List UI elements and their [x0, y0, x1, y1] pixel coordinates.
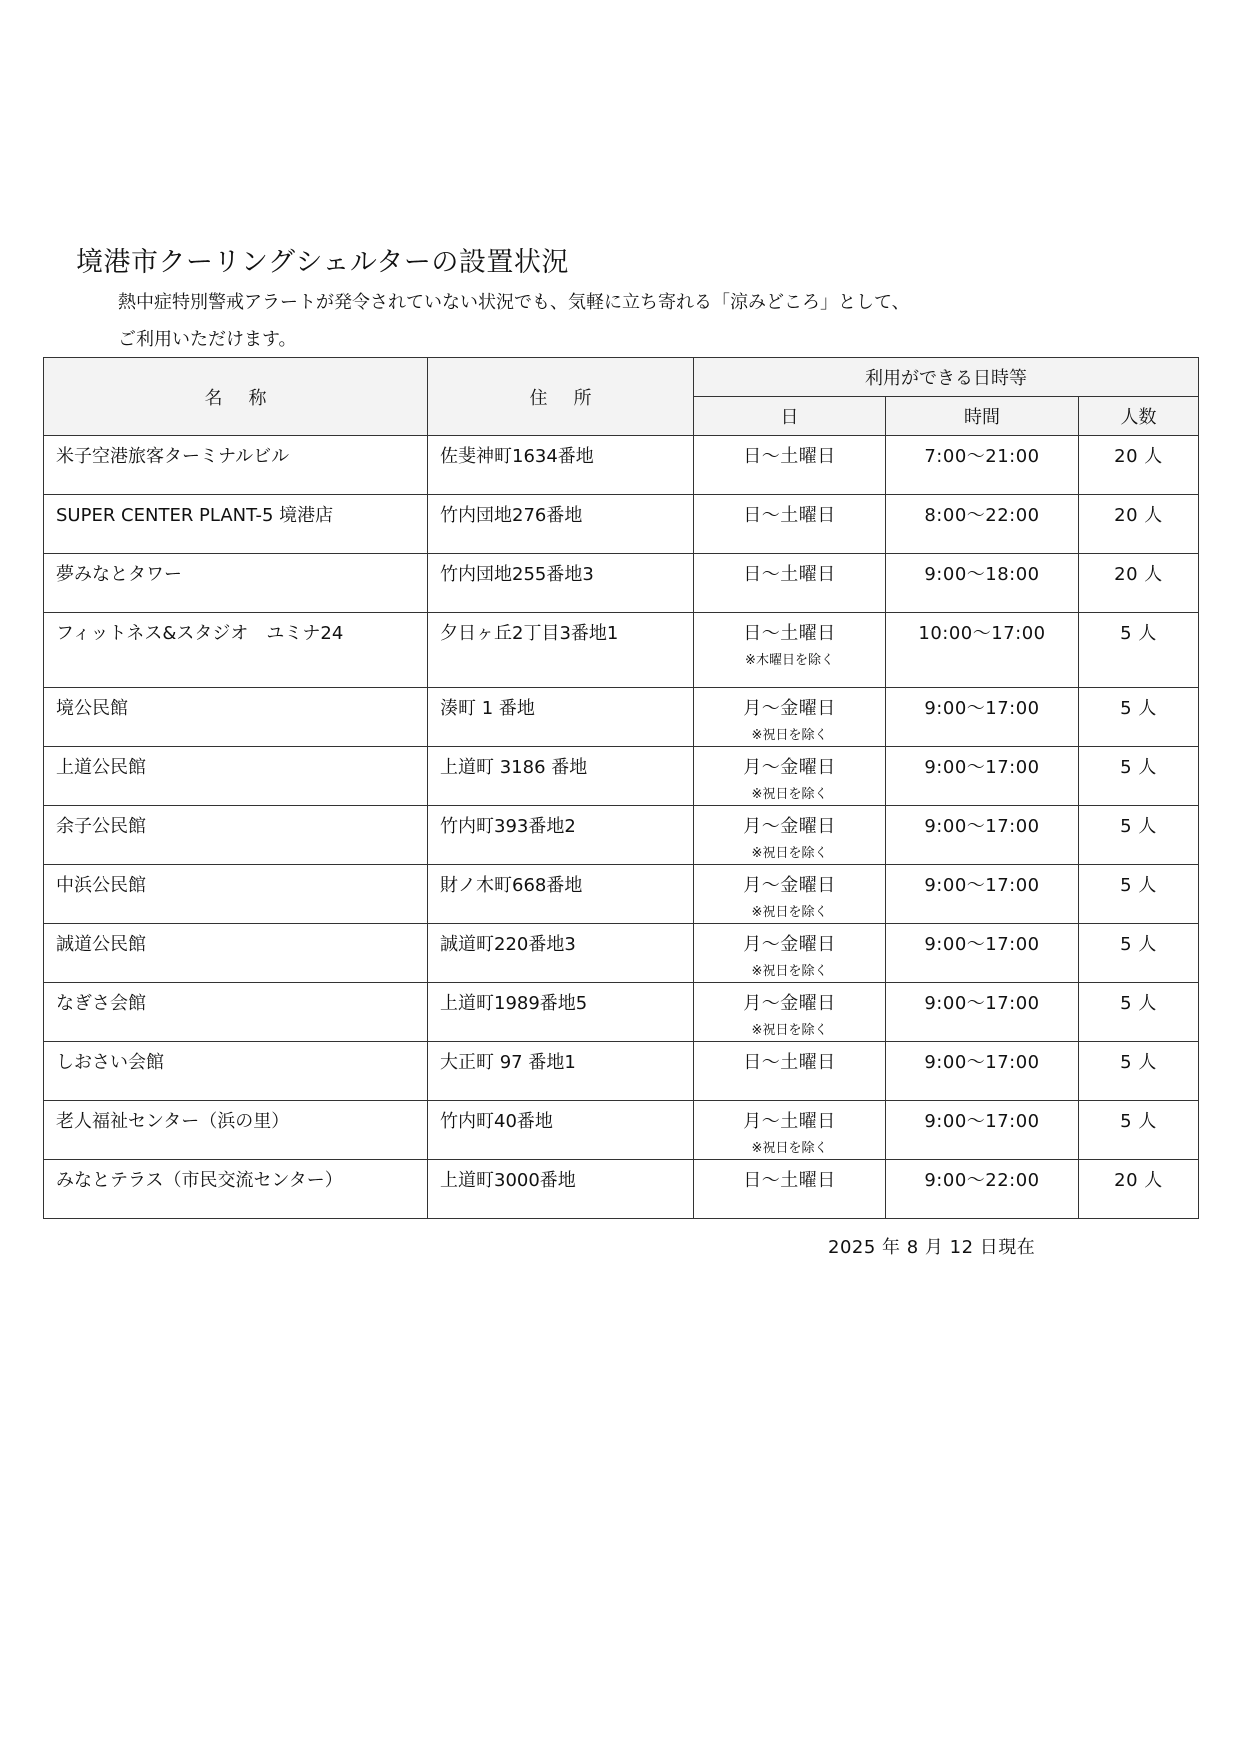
shelter-capacity-value: 5 人 — [1120, 934, 1157, 955]
shelter-capacity-value: 5 人 — [1120, 816, 1157, 837]
table-row — [44, 806, 1199, 865]
shelter-days-label: 月～金曜日 — [743, 757, 836, 778]
shelter-days-label: 月～金曜日 — [743, 934, 836, 955]
header-usage-group: 利用ができる日時等 — [694, 358, 1199, 397]
shelter-days-note: ※祝日を除く — [751, 905, 828, 920]
page-title: 境港市クーリングシェルターの設置状況 — [76, 247, 569, 279]
shelter-address: 佐斐神町1634番地 — [428, 436, 694, 495]
shelter-hours-value: 9:00～17:00 — [924, 993, 1040, 1014]
shelter-days-label: 月～金曜日 — [743, 816, 836, 837]
shelter-capacity-value: 20 人 — [1114, 1170, 1163, 1191]
shelter-capacity-value: 5 人 — [1120, 993, 1157, 1014]
shelter-days-note: ※祝日を除く — [751, 1141, 828, 1156]
shelter-days-label: 月～金曜日 — [743, 993, 836, 1014]
shelter-hours — [886, 495, 1079, 554]
shelter-days-label: 日～土曜日 — [743, 1052, 836, 1073]
shelter-capacity — [1079, 1160, 1199, 1219]
shelter-address: 竹内町40番地 — [428, 1101, 694, 1160]
table-row — [44, 436, 1199, 495]
shelter-capacity — [1079, 436, 1199, 495]
shelter-hours-value: 9:00～17:00 — [924, 1111, 1040, 1132]
shelter-hours — [886, 554, 1079, 613]
shelter-hours — [886, 865, 1079, 924]
shelter-capacity — [1079, 495, 1199, 554]
shelter-capacity — [1079, 806, 1199, 865]
shelter-hours — [886, 1160, 1079, 1219]
shelter-table — [43, 357, 1199, 1219]
shelter-address: 大正町 97 番地1 — [428, 1042, 694, 1101]
intro-line-2: ご利用いただけます。 — [118, 329, 297, 350]
shelter-capacity — [1079, 688, 1199, 747]
shelter-days-label: 日～土曜日 — [743, 505, 836, 526]
shelter-address: 上道町 3186 番地 — [428, 747, 694, 806]
shelter-days — [694, 436, 886, 495]
shelter-days-label: 月～土曜日 — [743, 1111, 836, 1132]
table-row — [44, 865, 1199, 924]
shelter-hours — [886, 1101, 1079, 1160]
shelter-days — [694, 806, 886, 865]
header-people: 人数 — [1079, 397, 1199, 436]
shelter-days — [694, 613, 886, 688]
intro-line-1: 熱中症特別警戒アラートが発令されていない状況でも、気軽に立ち寄れる「涼みどころ」として、 — [118, 292, 910, 313]
shelter-address: 竹内団地255番地3 — [428, 554, 694, 613]
shelter-hours — [886, 1042, 1079, 1101]
shelter-address: 竹内町393番地2 — [428, 806, 694, 865]
shelter-capacity-value: 20 人 — [1114, 564, 1163, 585]
table-row — [44, 1160, 1199, 1219]
shelter-days-note: ※祝日を除く — [751, 1023, 828, 1038]
shelter-capacity-value: 5 人 — [1120, 875, 1157, 896]
shelter-name: 誠道公民館 — [44, 924, 428, 983]
header-day: 日 — [694, 397, 886, 436]
shelter-days — [694, 1042, 886, 1101]
shelter-capacity — [1079, 1042, 1199, 1101]
shelter-days — [694, 747, 886, 806]
shelter-days-label: 月～金曜日 — [743, 875, 836, 896]
shelter-days-label: 月～金曜日 — [743, 698, 836, 719]
shelter-hours-value: 10:00～17:00 — [918, 623, 1046, 644]
table-row — [44, 1101, 1199, 1160]
shelter-days — [694, 554, 886, 613]
header-address: 住所 — [428, 358, 694, 436]
shelter-address: 誠道町220番地3 — [428, 924, 694, 983]
shelter-hours — [886, 613, 1079, 688]
table-row — [44, 495, 1199, 554]
shelter-days — [694, 1101, 886, 1160]
shelter-days-note: ※祝日を除く — [751, 964, 828, 979]
shelter-capacity-value: 5 人 — [1120, 1052, 1157, 1073]
shelter-capacity-value: 5 人 — [1120, 623, 1157, 644]
shelter-address: 湊町 1 番地 — [428, 688, 694, 747]
shelter-capacity — [1079, 1101, 1199, 1160]
shelter-days — [694, 1160, 886, 1219]
shelter-address: 竹内団地276番地 — [428, 495, 694, 554]
shelter-name: 米子空港旅客ターミナルビル — [44, 436, 428, 495]
shelter-hours — [886, 747, 1079, 806]
shelter-capacity — [1079, 983, 1199, 1042]
shelter-capacity — [1079, 747, 1199, 806]
shelter-name: 上道公民館 — [44, 747, 428, 806]
shelter-days — [694, 495, 886, 554]
shelter-address: 夕日ヶ丘2丁目3番地1 — [428, 613, 694, 688]
shelter-capacity-value: 5 人 — [1120, 698, 1157, 719]
shelter-hours — [886, 924, 1079, 983]
shelter-hours-value: 8:00～22:00 — [924, 505, 1040, 526]
shelter-hours-value: 9:00～17:00 — [924, 875, 1040, 896]
header-name: 名称 — [44, 358, 428, 436]
shelter-name: 老人福祉センター（浜の里） — [44, 1101, 428, 1160]
shelter-name: SUPER CENTER PLANT-5 境港店 — [44, 495, 428, 554]
shelter-hours — [886, 983, 1079, 1042]
shelter-address: 上道町1989番地5 — [428, 983, 694, 1042]
shelter-days — [694, 924, 886, 983]
shelter-name: 中浜公民館 — [44, 865, 428, 924]
shelter-capacity-value: 5 人 — [1120, 1111, 1157, 1132]
shelter-days-note: ※祝日を除く — [751, 728, 828, 743]
shelter-days-label: 日～土曜日 — [743, 623, 836, 644]
shelter-days-label: 日～土曜日 — [743, 1170, 836, 1191]
table-row — [44, 554, 1199, 613]
shelter-hours-value: 9:00～17:00 — [924, 698, 1040, 719]
shelter-hours-value: 9:00～18:00 — [924, 564, 1040, 585]
table-row — [44, 688, 1199, 747]
table-row — [44, 613, 1199, 688]
shelter-hours — [886, 806, 1079, 865]
shelter-name: 余子公民館 — [44, 806, 428, 865]
shelter-hours-value: 9:00～22:00 — [924, 1170, 1040, 1191]
shelter-days-label: 日～土曜日 — [743, 564, 836, 585]
shelter-hours-value: 9:00～17:00 — [924, 816, 1040, 837]
shelter-name: 境公民館 — [44, 688, 428, 747]
shelter-days-note: ※祝日を除く — [751, 846, 828, 861]
shelter-capacity — [1079, 554, 1199, 613]
table-row — [44, 747, 1199, 806]
shelter-capacity-value: 5 人 — [1120, 757, 1157, 778]
shelter-days-label: 日～土曜日 — [743, 446, 836, 467]
shelter-days — [694, 688, 886, 747]
shelter-name: しおさい会館 — [44, 1042, 428, 1101]
shelter-days — [694, 983, 886, 1042]
shelter-address: 上道町3000番地 — [428, 1160, 694, 1219]
shelter-hours-value: 7:00～21:00 — [924, 446, 1040, 467]
shelter-capacity-value: 20 人 — [1114, 505, 1163, 526]
shelter-address: 財ノ木町668番地 — [428, 865, 694, 924]
shelter-name: なぎさ会館 — [44, 983, 428, 1042]
shelter-days-note: ※祝日を除く — [751, 787, 828, 802]
shelter-capacity — [1079, 865, 1199, 924]
shelter-capacity — [1079, 924, 1199, 983]
shelter-capacity-value: 20 人 — [1114, 446, 1163, 467]
shelter-hours — [886, 688, 1079, 747]
shelter-hours-value: 9:00～17:00 — [924, 1052, 1040, 1073]
shelter-days-note: ※木曜日を除く — [745, 653, 834, 668]
as-of-date: 2025 年 8 月 12 日現在 — [828, 1237, 1036, 1258]
shelter-name: みなとテラス（市民交流センター） — [44, 1160, 428, 1219]
shelter-capacity — [1079, 613, 1199, 688]
shelter-days — [694, 865, 886, 924]
shelter-hours-value: 9:00～17:00 — [924, 757, 1040, 778]
shelter-name: フィットネス&スタジオ ユミナ24 — [44, 613, 428, 688]
shelter-table-body — [44, 436, 1199, 1219]
shelter-hours-value: 9:00～17:00 — [924, 934, 1040, 955]
header-time: 時間 — [886, 397, 1079, 436]
table-row — [44, 1042, 1199, 1101]
shelter-hours — [886, 436, 1079, 495]
table-row — [44, 924, 1199, 983]
shelter-name: 夢みなとタワー — [44, 554, 428, 613]
table-row — [44, 983, 1199, 1042]
